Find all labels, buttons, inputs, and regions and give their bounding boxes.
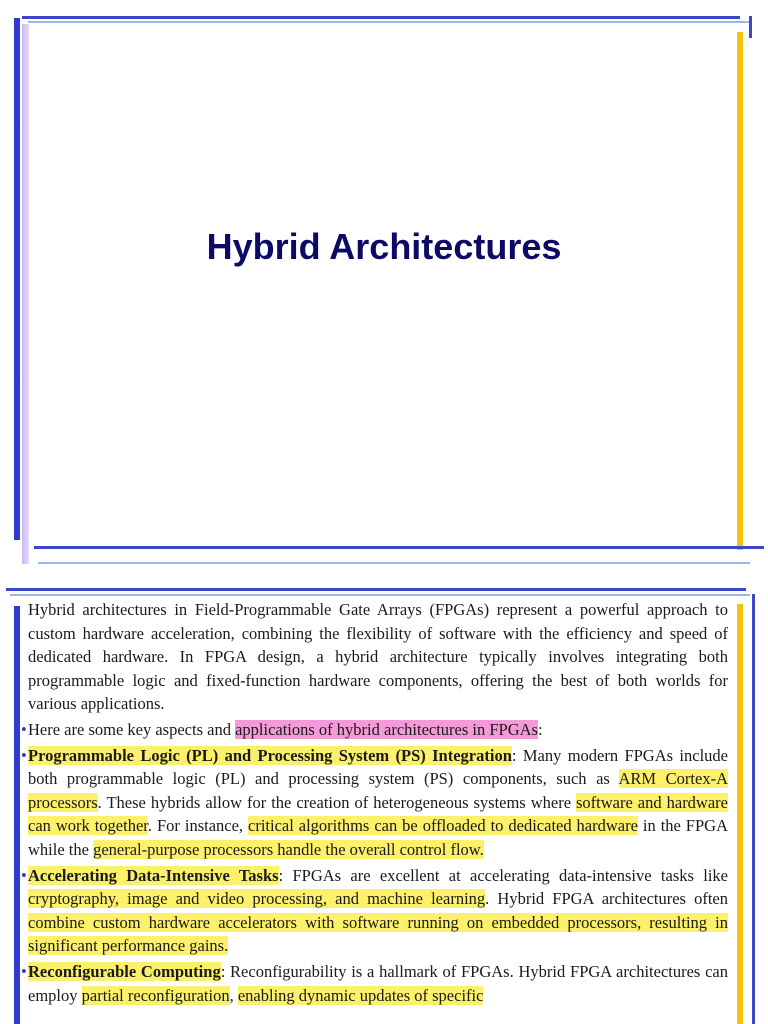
highlight: general-purpose processors handle the overall control flow. (93, 839, 484, 859)
bullet-dot: • (21, 719, 27, 739)
frame-line (737, 604, 743, 1024)
highlight: software and hardware can work together (28, 792, 728, 836)
frame-line (749, 16, 752, 38)
highlight: enabling dynamic updates of specific (237, 985, 484, 1005)
slide-title-text: Hybrid Architectures (206, 226, 562, 267)
slide-gap (0, 570, 768, 586)
frame-line (22, 16, 740, 19)
bullet-heading: Reconfigurable Computing (28, 961, 221, 981)
slide-body (21, 598, 729, 1007)
highlight: partial reconfiguration (81, 985, 230, 1005)
bullet-accelerating: • Accelerating Data-Intensive Tasks: FPGAs are excellent at accelerating data-intensive tasks like cryptography, image and video processing, and machine learning. Hybrid FPGA architectures often combine custom hardware accelerators with software running on embedded processors, resulting in significant performance gains. (21, 865, 728, 956)
frame-line (34, 546, 764, 549)
bullet-dot: • (21, 961, 27, 981)
bullet-heading: Programmable Logic (PL) and Processing System (PS) Integration (28, 745, 512, 765)
bullet-pl-ps: • Programmable Logic (PL) and Processing System (PS) Integration: Many modern FPGAs include both programmable logic (PL) and processing system (PS) components, such as ARM Cortex-A processors. These hybrids allow for the creation of heterogeneous systems where software and hardware can work together. For instance, critical algorithms can be offloaded to dedicated hardware in the FPGA while the general-purpose processors handle the overall control flow. (21, 745, 728, 859)
bullet-dot: • (21, 745, 27, 765)
frame-line (38, 562, 750, 564)
highlight: ARM Cortex-A processors (28, 769, 728, 812)
bullet-dot: • (21, 865, 27, 885)
bullet-key-aspects: • Here are some key aspects and applications of hybrid architectures in FPGAs: (28, 718, 728, 742)
frame-line (737, 32, 743, 550)
frame-line (14, 606, 20, 1024)
frame-line (22, 24, 29, 564)
intro-paragraph: Hybrid architectures in Field-Programmable Gate Arrays (FPGAs) represent a powerful approach to custom hardware acceleration, combining the flexibility of software with the efficiency and speed of dedicated hardware. In FPGA design, a hybrid architecture typically involves integrating both programmable logic and fixed-function hardware components, offering the best of both worlds for various applications. (28, 600, 728, 714)
frame-line (6, 588, 746, 591)
highlight: critical algorithms can be offloaded to dedicated hardware (248, 816, 638, 836)
frame-line (752, 594, 755, 1024)
bullet-heading: Accelerating Data-Intensive Tasks (28, 865, 279, 885)
frame-line (10, 594, 750, 596)
pink-highlight: applications of hybrid architectures in FPGAs (235, 719, 538, 739)
frame-line (28, 21, 750, 23)
bullet-reconfigurable: • Reconfigurable Computing: Reconfigurability is a hallmark of FPGAs. Hybrid FPGA architectures can employ partial reconfiguration, enabling dynamic updates of specific (21, 961, 729, 1005)
highlight: combine custom hardware accelerators with software running on embedded processors, resulting in significant performance gains. (28, 912, 728, 956)
slide-content (0, 586, 768, 1024)
frame-line (14, 18, 20, 540)
highlight: cryptography, image and video processing, and machine learning (28, 889, 486, 909)
